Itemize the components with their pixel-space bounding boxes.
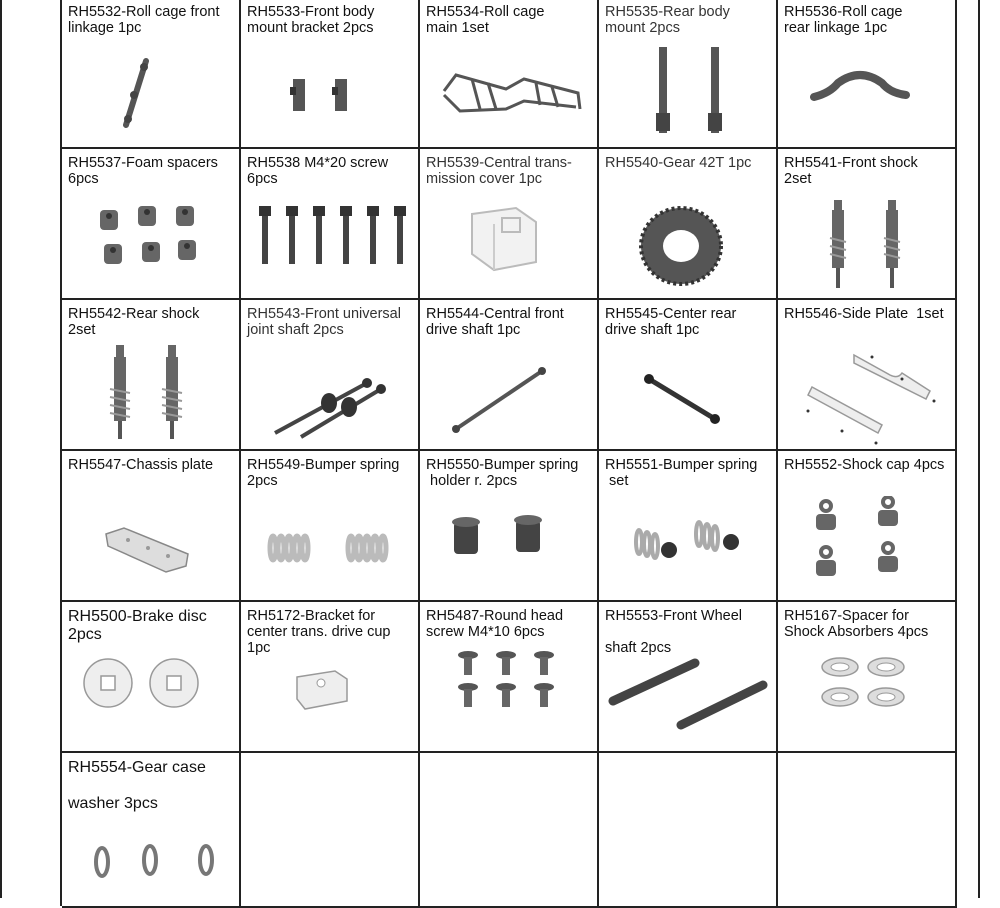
part-label: RH5543-Front universal joint shaft 2pcs [247, 306, 401, 338]
roll-cage-rear-linkage-icon [778, 43, 955, 143]
transmission-cover-icon [420, 194, 597, 294]
front-shock-icon [778, 194, 955, 294]
front-wheel-shaft-icon [599, 647, 776, 747]
part-label: RH5167-Spacer for Shock Absorbers 4pcs [784, 608, 929, 640]
part-cell-rh5540 [599, 149, 778, 300]
screw-icon [241, 194, 418, 294]
part-label: RH5541-Front shock 2set [784, 155, 918, 187]
universal-joint-shaft-icon [241, 345, 418, 445]
part-label: RH5487-Round head screw M4*10 6pcs [426, 608, 564, 640]
part-label: RH5545-Center rear drive shaft 1pc [605, 306, 737, 338]
part-cell-rh5553 [599, 602, 778, 753]
part-label: RH5550-Bumper spring holder r. 2pcs [426, 457, 579, 489]
brake-disc-icon [62, 647, 239, 747]
part-cell-rh5547 [62, 451, 241, 602]
part-label: RH5532-Roll cage front linkage 1pc [68, 4, 220, 36]
part-cell-rh5541 [778, 149, 957, 300]
part-cell-rh5549 [241, 451, 420, 602]
part-cell-rh5535 [599, 0, 778, 149]
part-label: RH5547-Chassis plate [68, 457, 214, 473]
part-label: RH5500-Brake disc 2pcs [68, 608, 207, 643]
part-cell-rh5536 [778, 0, 957, 149]
rear-shock-icon [62, 345, 239, 445]
part-cell-rh5532 [62, 0, 241, 149]
part-label: RH5533-Front body mount bracket 2pcs [247, 4, 375, 36]
round-head-screw-icon [420, 647, 597, 747]
part-cell-rh5543 [241, 300, 420, 451]
bumper-spring-holder-icon [420, 496, 597, 596]
foam-spacer-icon [62, 194, 239, 294]
shock-spacer-icon [778, 647, 955, 747]
part-label: RH5551-Bumper spring set [605, 457, 758, 489]
part-cell-rh5544 [420, 300, 599, 451]
part-label: RH5552-Shock cap 4pcs [784, 457, 945, 473]
part-cell-rh5542 [62, 300, 241, 451]
part-label: RH5172-Bracket for center trans. drive cup 1pc [247, 608, 391, 656]
part-label: RH5537-Foam spacers 6pcs [68, 155, 218, 187]
part-label: RH5536-Roll cage rear linkage 1pc [784, 4, 903, 36]
gear-icon [599, 194, 776, 294]
page-right-rule [978, 0, 980, 898]
part-cell-rh5538 [241, 149, 420, 300]
roll-cage-front-linkage-icon [62, 43, 239, 143]
part-cell-rh5533 [241, 0, 420, 149]
part-cell-rh5554 [62, 753, 241, 908]
part-cell-rh5500 [62, 602, 241, 753]
part-label: RH5549-Bumper spring 2pcs [247, 457, 400, 489]
part-label: RH5544-Central front drive shaft 1pc [426, 306, 564, 338]
gear-case-washer-icon [62, 802, 239, 902]
part-cell-rh5546 [778, 300, 957, 451]
part-label: RH5534-Roll cage main 1set [426, 4, 545, 36]
parts-grid [60, 0, 956, 906]
part-cell-rh5550 [420, 451, 599, 602]
rear-body-mount-icon [599, 43, 776, 143]
front-body-mount-bracket-icon [241, 43, 418, 143]
part-cell-rh5167 [778, 602, 957, 753]
part-cell-rh5537 [62, 149, 241, 300]
part-cell-rh5487 [420, 602, 599, 753]
center-rear-drive-shaft-icon [599, 345, 776, 445]
part-label: RH5535-Rear body mount 2pcs [605, 4, 730, 36]
empty-cell [599, 753, 778, 908]
shock-cap-icon [778, 496, 955, 596]
drive-cup-bracket-icon [241, 647, 418, 747]
part-label: RH5554-Gear case washer 3pcs [68, 759, 206, 812]
part-cell-rh5551 [599, 451, 778, 602]
part-label: RH5553-Front Wheel shaft 2pcs [605, 608, 742, 656]
part-cell-rh5172 [241, 602, 420, 753]
empty-cell [778, 753, 957, 908]
central-front-drive-shaft-icon [420, 345, 597, 445]
chassis-plate-icon [62, 496, 239, 596]
part-label: RH5546-Side Plate 1set [784, 306, 944, 322]
part-cell-rh5545 [599, 300, 778, 451]
bumper-spring-icon [241, 496, 418, 596]
empty-cell [241, 753, 420, 908]
side-plate-icon [778, 345, 955, 445]
part-cell-rh5552 [778, 451, 957, 602]
part-label: RH5538 M4*20 screw 6pcs [247, 155, 389, 187]
part-cell-rh5539 [420, 149, 599, 300]
part-label: RH5542-Rear shock 2set [68, 306, 200, 338]
bumper-spring-set-icon [599, 496, 776, 596]
part-label: RH5540-Gear 42T 1pc [605, 155, 752, 171]
part-cell-rh5534 [420, 0, 599, 149]
roll-cage-main-icon [420, 43, 597, 143]
part-label: RH5539-Central trans- mission cover 1pc [426, 155, 572, 187]
empty-cell [420, 753, 599, 908]
page-left-rule [0, 0, 2, 898]
